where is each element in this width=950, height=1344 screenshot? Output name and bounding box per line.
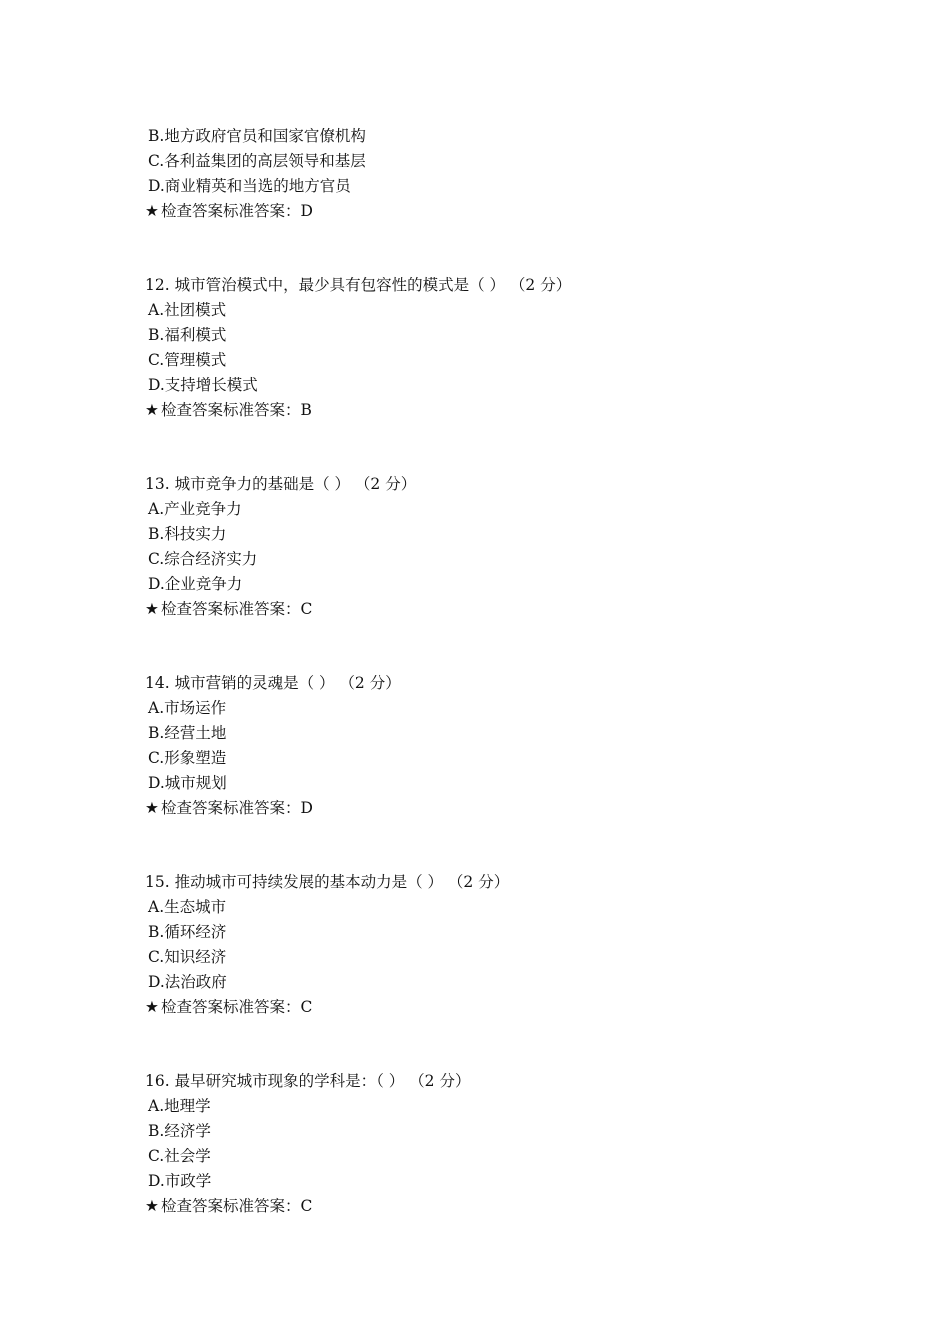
answer-text: 检查答案标准答案：C xyxy=(161,600,313,618)
answer-line xyxy=(145,199,845,224)
question-title: 12. 城市管治模式中，最少具有包容性的模式是（ ） （2 分） xyxy=(145,276,572,294)
option-a: A.社团模式 xyxy=(148,301,227,319)
option-a: A.产业竞争力 xyxy=(148,500,242,518)
option-d: D.法治政府 xyxy=(148,973,227,991)
option-d: D.企业竞争力 xyxy=(148,575,243,593)
star-icon: ★ xyxy=(145,799,159,817)
option-b: B.循环经济 xyxy=(148,923,227,941)
option-b: B.经济学 xyxy=(148,1122,211,1140)
answer-line xyxy=(145,398,845,423)
option-b: B.地方政府官员和国家官僚机构 xyxy=(148,127,366,145)
answer-line xyxy=(145,995,845,1020)
option-b: B.经营土地 xyxy=(148,724,227,742)
question-block-12 xyxy=(145,273,845,423)
answer-line xyxy=(145,1194,845,1219)
spacer xyxy=(145,224,845,273)
star-icon: ★ xyxy=(145,202,159,220)
star-icon: ★ xyxy=(145,1197,159,1215)
option-c: C.综合经济实力 xyxy=(148,550,258,568)
question-block-15 xyxy=(145,870,845,1020)
option-c: C.知识经济 xyxy=(148,948,227,966)
question-block-16 xyxy=(145,1069,845,1219)
question-block-13 xyxy=(145,472,845,622)
question-block-11 xyxy=(145,124,845,224)
star-icon: ★ xyxy=(145,401,159,419)
answer-text: 检查答案标准答案：C xyxy=(161,998,313,1016)
spacer xyxy=(145,423,845,472)
option-a: A.市场运作 xyxy=(148,699,227,717)
spacer xyxy=(145,821,845,870)
document-content xyxy=(145,124,845,1219)
option-d: D.商业精英和当选的地方官员 xyxy=(148,177,351,195)
question-block-14 xyxy=(145,671,845,821)
option-b: B.福利模式 xyxy=(148,326,227,344)
star-icon: ★ xyxy=(145,998,159,1016)
question-title: 13. 城市竞争力的基础是（ ） （2 分） xyxy=(145,475,417,493)
answer-text: 检查答案标准答案：D xyxy=(161,799,313,817)
option-c: C.形象塑造 xyxy=(148,749,227,767)
answer-text: 检查答案标准答案：D xyxy=(161,202,313,220)
answer-text: 检查答案标准答案：C xyxy=(161,1197,313,1215)
option-c: C.各利益集团的高层领导和基层 xyxy=(148,152,366,170)
question-title: 15. 推动城市可持续发展的基本动力是（ ） （2 分） xyxy=(145,873,510,891)
option-c: C.管理模式 xyxy=(148,351,227,369)
option-d: D.支持增长模式 xyxy=(148,376,258,394)
question-title: 16. 最早研究城市现象的学科是：（ ） （2 分） xyxy=(145,1072,471,1090)
star-icon: ★ xyxy=(145,600,159,618)
answer-line xyxy=(145,597,845,622)
option-a: A.地理学 xyxy=(148,1097,211,1115)
option-b: B.科技实力 xyxy=(148,525,227,543)
option-a: A.生态城市 xyxy=(148,898,227,916)
spacer xyxy=(145,1020,845,1069)
spacer xyxy=(145,622,845,671)
answer-line xyxy=(145,796,845,821)
question-title: 14. 城市营销的灵魂是（ ） （2 分） xyxy=(145,674,401,692)
answer-text: 检查答案标准答案：B xyxy=(161,401,312,419)
option-c: C.社会学 xyxy=(148,1147,211,1165)
option-d: D.市政学 xyxy=(148,1172,212,1190)
option-d: D.城市规划 xyxy=(148,774,227,792)
